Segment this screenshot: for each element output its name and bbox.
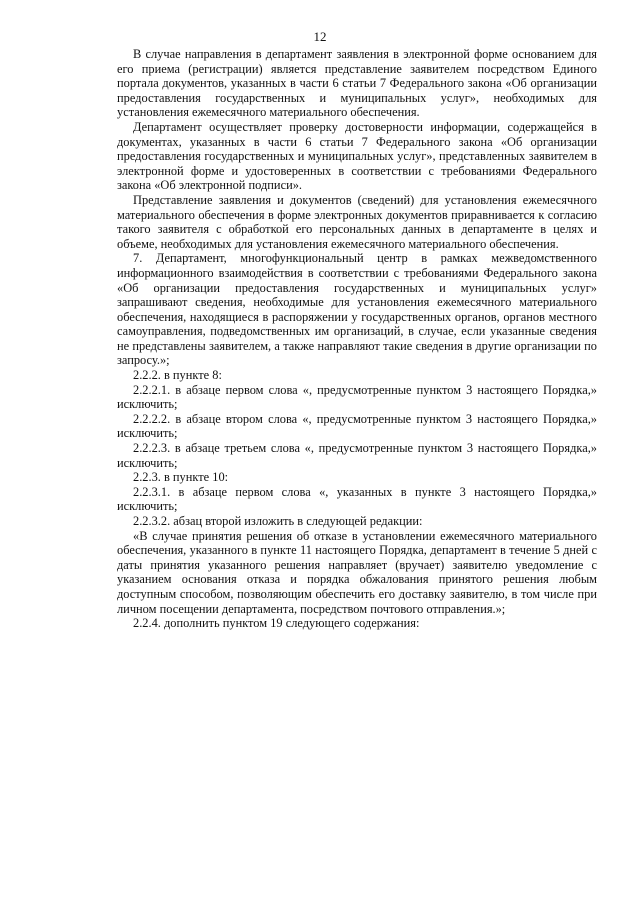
paragraph: 2.2.2. в пункте 8: bbox=[133, 368, 222, 383]
paragraph: 2.2.2.1. в абзаце первом слова «, предусмотренные пунктом 3 настоящего Порядка,» исключить; bbox=[117, 382, 597, 412]
paragraph: Департамент осуществляет проверку достоверности информации, содержащейся в документах, указанных в части 6 статьи 7 Федерального закона «Об организации предоставления государственных и муниципальных услуг», представленных заявителем в электронной форме и удостоверенных в соответствии с требованиями Федерального закона «Об электронной подписи». bbox=[117, 119, 597, 193]
paragraph: «В случае принятия решения об отказе в установлении ежемесячного материального обеспечения, указанного в пункте 11 настоящего Порядка, департамент в течение 5 дней с даты принятия указанного решения направляет (вручает) заявителю уведомление с указанием основания отказа и порядка обжалования принятого решения любым доступным способом, позволяющим обеспечить его доставку заявителю, в том числе при личном посещении департамента, посредством почтового отправления.»; bbox=[117, 528, 597, 616]
paragraph: 2.2.2.3. в абзаце третьем слова «, предусмотренные пунктом 3 настоящего Порядка,» исключить; bbox=[117, 441, 597, 470]
paragraph: В случае направления в департамент заявления в электронной форме основанием для его приема (регистрации) является представление заявителем посредством Единого портала документов, указанных в части 6 статьи 7 Федерального закона «Об организации предоставления государственных и муниципальных услуг», необходимых для установления ежемесячного материального обеспечения. bbox=[117, 47, 597, 120]
document-body bbox=[117, 47, 597, 631]
paragraph: 2.2.3. в пункте 10: bbox=[133, 470, 229, 485]
page-number: 12 bbox=[313, 29, 327, 44]
paragraph: 7. Департамент, многофункциональный центр в рамках межведомственного информационного взаимодействия в соответствии с требованиями Федерального закона «Об организации предоставления государственных и муниципальных услуг» запрашивают сведения, необходимые для установления ежемесячного материального обеспечения, находящиеся в распоряжении у государственных органов, органов местного самоуправления, подведомственных им организаций, в случае, если указанные сведения не представлены заявителем, а также направляют такие сведения в другие организации по запросу.»; bbox=[117, 251, 597, 368]
paragraph: 2.2.2.2. в абзаце втором слова «, предусмотренные пунктом 3 настоящего Порядка,» исключить; bbox=[117, 411, 597, 441]
paragraph: 2.2.3.2. абзац второй изложить в следующей редакции: bbox=[133, 514, 423, 528]
paragraph: 2.2.3.1. в абзаце первом слова «, указанных в пункте 3 настоящего Порядка,» исключить; bbox=[117, 484, 597, 514]
paragraph: Представление заявления и документов (сведений) для установления ежемесячного материального обеспечения в форме электронных документов приравнивается к согласию такого заявителя с обработкой его персональных данных в департаменте в целях и объеме, необходимых для установления ежемесячного материального обеспечения. bbox=[117, 192, 597, 251]
paragraph: 2.2.4. дополнить пунктом 19 следующего содержания: bbox=[133, 616, 420, 631]
